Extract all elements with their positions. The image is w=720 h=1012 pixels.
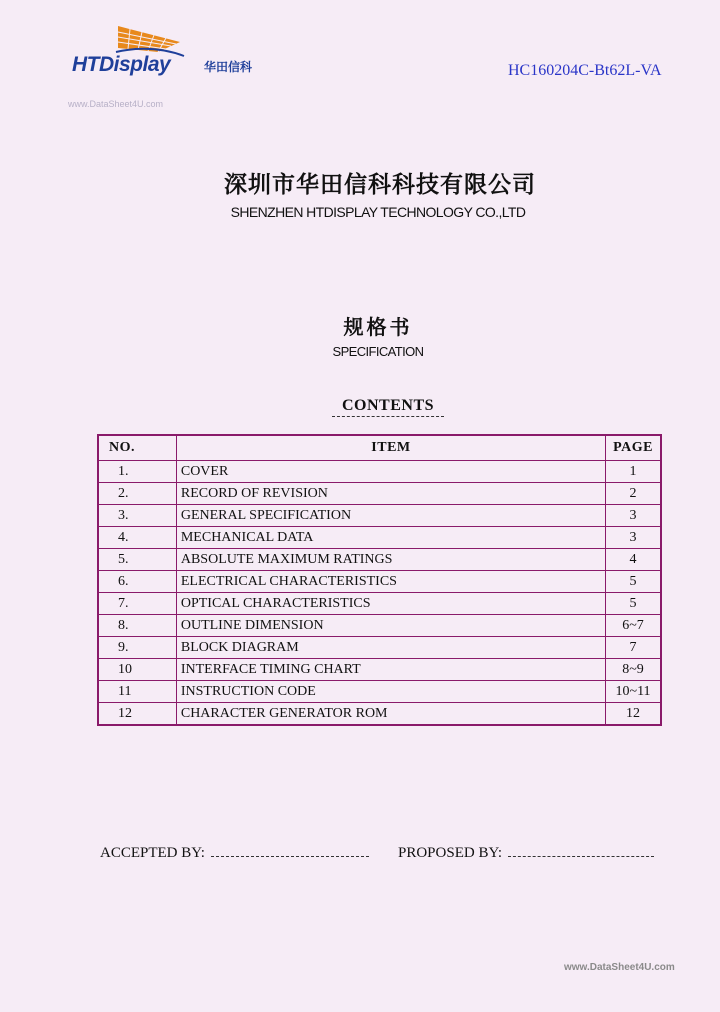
table-row bbox=[98, 549, 661, 571]
accepted-by bbox=[100, 844, 369, 862]
row-item: ABSOLUTE MAXIMUM RATINGS bbox=[176, 549, 605, 571]
table-row bbox=[98, 461, 661, 483]
row-item: OUTLINE DIMENSION bbox=[176, 615, 605, 637]
watermark-top: www.DataSheet4U.com bbox=[68, 99, 164, 109]
row-no: 1. bbox=[98, 461, 176, 483]
row-no: 5. bbox=[98, 549, 176, 571]
table-row bbox=[98, 615, 661, 637]
row-item: CHARACTER GENERATOR ROM bbox=[176, 703, 605, 726]
proposed-signature-line bbox=[508, 844, 654, 857]
header-item: ITEM bbox=[176, 435, 605, 461]
row-no: 2. bbox=[98, 483, 176, 505]
row-no: 3. bbox=[98, 505, 176, 527]
proposed-by-label: PROPOSED BY: bbox=[398, 845, 503, 861]
logo-wordmark: HTDisplay bbox=[72, 53, 171, 76]
header-page: PAGE bbox=[606, 435, 661, 461]
model-code: HC160204C-Bt62L-VA bbox=[508, 62, 662, 79]
table-row bbox=[98, 593, 661, 615]
row-page: 5 bbox=[606, 571, 661, 593]
company-name-cn: 深圳市华田信科科技有限公司 bbox=[224, 172, 536, 198]
row-page: 5 bbox=[606, 593, 661, 615]
company-logo bbox=[72, 22, 272, 82]
company-name-en: SHENZHEN HTDISPLAY TECHNOLOGY CO.,LTD bbox=[230, 204, 526, 220]
row-item: BLOCK DIAGRAM bbox=[176, 637, 605, 659]
contents-heading: CONTENTS bbox=[332, 397, 444, 417]
row-item: GENERAL SPECIFICATION bbox=[176, 505, 605, 527]
row-no: 9. bbox=[98, 637, 176, 659]
row-no: 8. bbox=[98, 615, 176, 637]
table-row bbox=[98, 681, 661, 703]
row-page: 8~9 bbox=[606, 659, 661, 681]
row-no: 6. bbox=[98, 571, 176, 593]
table-row bbox=[98, 659, 661, 681]
doc-title-cn: 规格书 bbox=[343, 315, 413, 339]
table-row bbox=[98, 483, 661, 505]
row-item: RECORD OF REVISION bbox=[176, 483, 605, 505]
row-item: INSTRUCTION CODE bbox=[176, 681, 605, 703]
row-item: INTERFACE TIMING CHART bbox=[176, 659, 605, 681]
proposed-by bbox=[398, 844, 654, 862]
row-page: 1 bbox=[606, 461, 661, 483]
row-page: 2 bbox=[606, 483, 661, 505]
contents-table bbox=[97, 434, 662, 726]
row-page: 3 bbox=[606, 527, 661, 549]
header-no: NO. bbox=[98, 435, 176, 461]
row-no: 7. bbox=[98, 593, 176, 615]
accepted-signature-line bbox=[211, 844, 369, 857]
table-row bbox=[98, 571, 661, 593]
table-header-row bbox=[98, 435, 661, 461]
watermark-bottom: www.DataSheet4U.com bbox=[564, 962, 675, 973]
row-page: 12 bbox=[606, 703, 661, 726]
row-page: 7 bbox=[606, 637, 661, 659]
row-page: 4 bbox=[606, 549, 661, 571]
row-no: 12 bbox=[98, 703, 176, 726]
table-row bbox=[98, 527, 661, 549]
logo-cn-name: 华田信科 bbox=[204, 60, 253, 74]
doc-title-en: SPECIFICATION bbox=[332, 344, 424, 359]
row-item: OPTICAL CHARACTERISTICS bbox=[176, 593, 605, 615]
row-item: COVER bbox=[176, 461, 605, 483]
row-page: 3 bbox=[606, 505, 661, 527]
row-no: 10 bbox=[98, 659, 176, 681]
row-no: 11 bbox=[98, 681, 176, 703]
row-page: 6~7 bbox=[606, 615, 661, 637]
table-row bbox=[98, 637, 661, 659]
accepted-by-label: ACCEPTED BY: bbox=[100, 845, 205, 861]
table-row bbox=[98, 703, 661, 726]
row-page: 10~11 bbox=[606, 681, 661, 703]
table-row bbox=[98, 505, 661, 527]
row-item: ELECTRICAL CHARACTERISTICS bbox=[176, 571, 605, 593]
row-item: MECHANICAL DATA bbox=[176, 527, 605, 549]
row-no: 4. bbox=[98, 527, 176, 549]
